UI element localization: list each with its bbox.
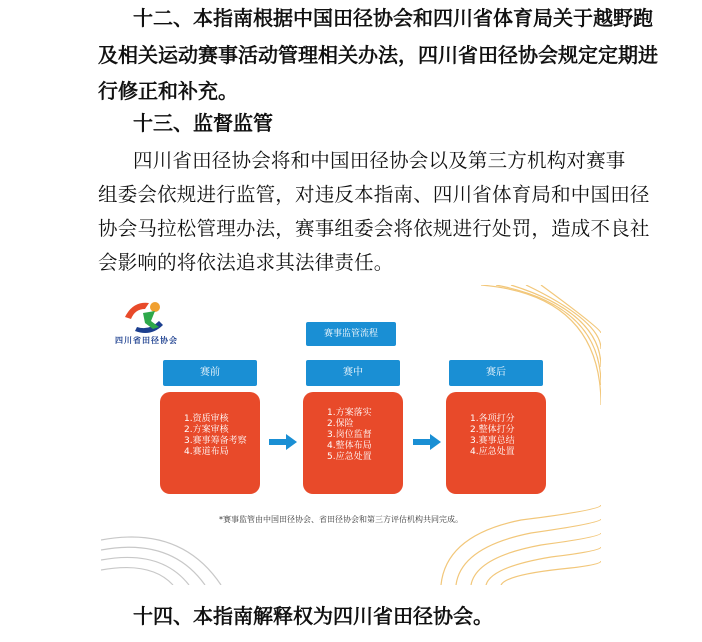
stage-during-item: 3.岗位监督	[327, 430, 372, 440]
para12-line1: 十二、本指南根据中国田径协会和四川省体育局关于越野跑	[133, 6, 653, 30]
flow-title: 赛事监管流程	[306, 322, 396, 346]
heading-13: 十三、监督监管	[133, 111, 273, 135]
stage-during-item: 4.整体布局	[327, 441, 372, 451]
logo-text: 四川省田径协会	[115, 336, 178, 345]
para14: 十四、本指南解释权为四川省田径协会。	[133, 604, 493, 628]
stage-after-label: 赛后	[449, 360, 543, 386]
stage-before-item: 4.赛道布局	[184, 447, 229, 457]
stage-during-item: 1.方案落实	[327, 408, 372, 418]
stage-before-item: 2.方案审核	[184, 425, 229, 435]
arrow-right-icon	[269, 434, 297, 450]
stage-before-box	[160, 392, 260, 494]
para13-line1: 四川省田径协会将和中国田径协会以及第三方机构对赛事	[133, 149, 626, 172]
para13-line2: 组委会依规进行监管，对违反本指南、四川省体育局和中国田径	[98, 183, 650, 206]
stage-after-item: 4.应急处置	[470, 447, 515, 457]
para12-line2: 及相关运动赛事活动管理相关办法，四川省田径协会规定定期进	[98, 43, 658, 67]
stage-after-item: 3.赛事总结	[470, 436, 515, 446]
arrow-right-icon	[413, 434, 441, 450]
para13-line3: 协会马拉松管理办法，赛事组委会将依规进行处罚，造成不良社	[98, 217, 650, 240]
stage-after-item: 2.整体打分	[470, 425, 515, 435]
stage-after-box	[446, 392, 546, 494]
para12-line3: 行修正和补充。	[98, 79, 238, 103]
stage-during-label: 赛中	[306, 360, 400, 386]
stage-during-box	[303, 392, 403, 494]
stage-before-label: 赛前	[163, 360, 257, 386]
stage-during-item: 5.应急处置	[327, 452, 372, 462]
stage-before-item: 3.赛事筹备考察	[184, 436, 247, 446]
stage-during-item: 2.保险	[327, 419, 354, 429]
para13-line4: 会影响的将依法追求其法律责任。	[98, 251, 394, 274]
stage-after-item: 1.各项打分	[470, 414, 515, 424]
figure-note: *赛事监管由中国田径协会、省田径协会和第三方评估机构共同完成。	[219, 515, 463, 524]
supervision-flow-figure	[101, 285, 601, 585]
association-logo	[115, 297, 177, 335]
stage-before-item: 1.资质审核	[184, 414, 229, 424]
